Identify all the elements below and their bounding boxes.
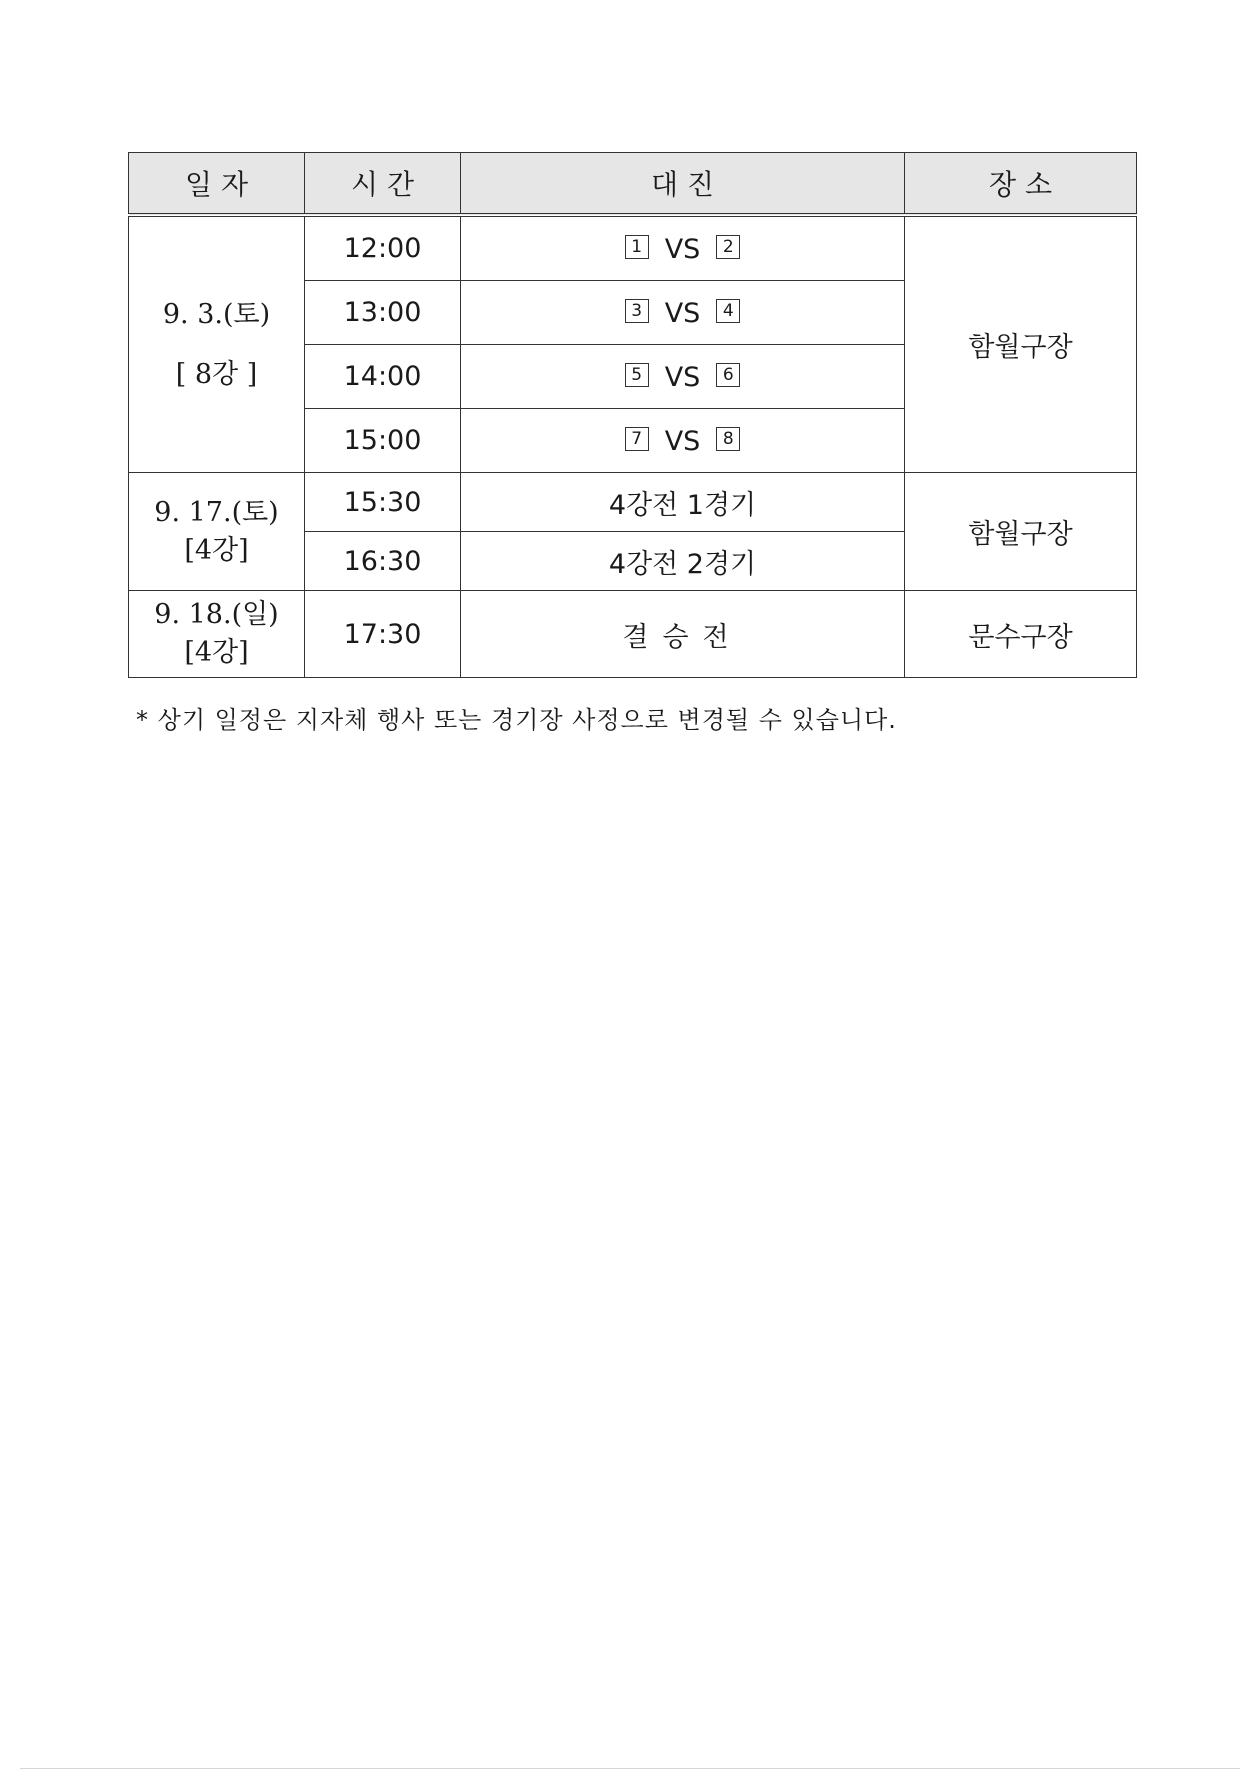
seed-box: 8 <box>716 427 740 451</box>
match-cell <box>461 215 905 281</box>
table-row <box>129 591 1137 678</box>
time-cell: 12:00 <box>305 215 461 281</box>
venue-cell: 함월구장 <box>905 215 1137 473</box>
date-cell-quarterfinal <box>129 215 305 473</box>
seed-box: 6 <box>716 363 740 387</box>
date-cell-semifinal <box>129 473 305 591</box>
vs-text: VS <box>664 233 701 265</box>
match-cell <box>461 281 905 345</box>
vs-text: VS <box>664 425 701 457</box>
seed-box: 3 <box>625 299 649 323</box>
round-text: [4강] <box>184 534 249 566</box>
time-cell: 14:00 <box>305 345 461 409</box>
time-cell: 17:30 <box>305 591 461 678</box>
header-date: 일 자 <box>129 153 305 216</box>
header-time: 시 간 <box>305 153 461 216</box>
table-row <box>129 473 1137 532</box>
date-cell-final <box>129 591 305 678</box>
match-cell <box>461 409 905 473</box>
time-cell: 15:00 <box>305 409 461 473</box>
schedule-table <box>128 152 1137 678</box>
match-cell <box>461 345 905 409</box>
header-match: 대 진 <box>461 153 905 216</box>
seed-box: 4 <box>716 299 740 323</box>
time-cell: 16:30 <box>305 532 461 591</box>
venue-cell: 함월구장 <box>905 473 1137 591</box>
date-text: 9. 17.(토) <box>154 496 279 528</box>
match-cell: 4강전 1경기 <box>461 473 905 532</box>
round-text: [ 8강 ] <box>175 358 258 390</box>
venue-cell: 문수구장 <box>905 591 1137 678</box>
vs-text: VS <box>664 297 701 329</box>
time-cell: 15:30 <box>305 473 461 532</box>
header-venue: 장 소 <box>905 153 1137 216</box>
seed-box: 7 <box>625 427 649 451</box>
page-bottom-rule <box>20 1768 1240 1769</box>
date-text: 9. 3.(토) <box>162 298 271 330</box>
vs-text: VS <box>664 361 701 393</box>
date-text: 9. 18.(일) <box>154 599 279 630</box>
footnote: * 상기 일정은 지자체 행사 또는 경기장 사정으로 변경될 수 있습니다. <box>136 706 897 734</box>
time-cell: 13:00 <box>305 281 461 345</box>
table-row <box>129 215 1137 281</box>
seed-box: 2 <box>716 235 740 259</box>
seed-box: 1 <box>625 235 649 259</box>
round-text: [4강] <box>184 637 249 668</box>
match-cell: 4강전 2경기 <box>461 532 905 591</box>
header-row <box>129 153 1137 216</box>
seed-box: 5 <box>625 363 649 387</box>
match-cell-final: 결승전 <box>461 591 905 678</box>
